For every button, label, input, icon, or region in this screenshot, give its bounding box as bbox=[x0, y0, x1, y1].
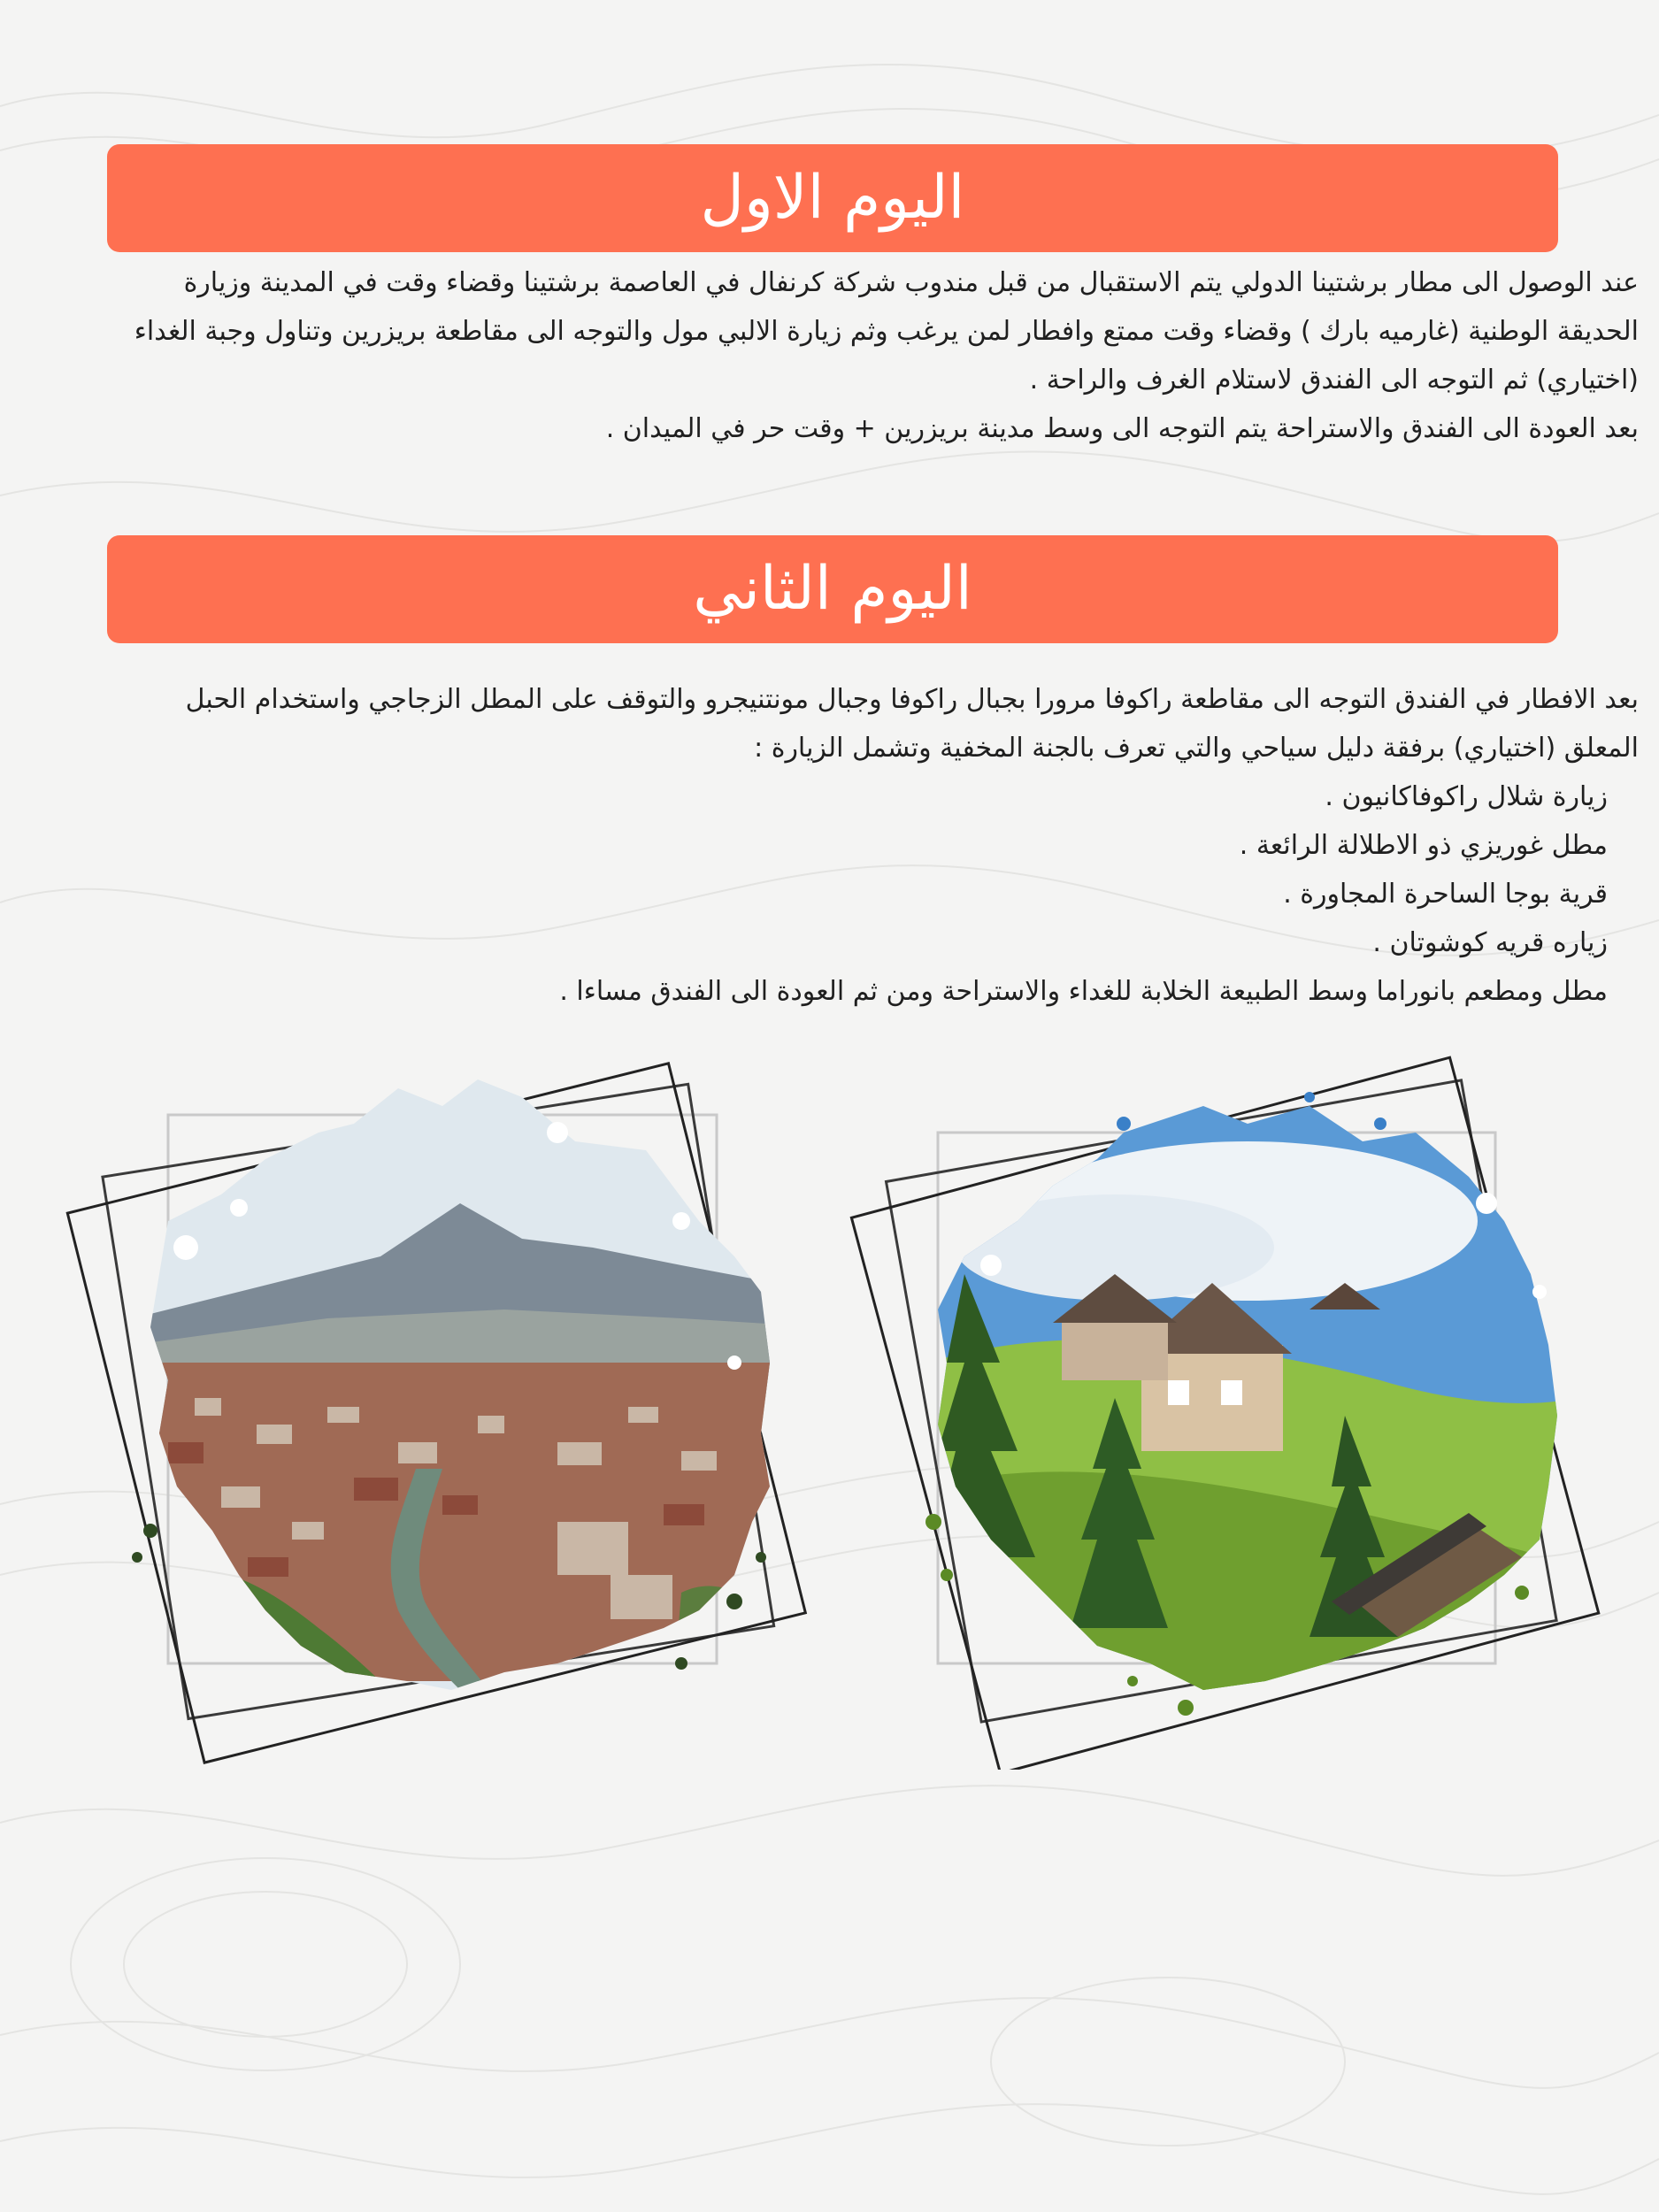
rugova-village-photo bbox=[849, 1026, 1619, 1770]
prizren-city-photo bbox=[62, 1026, 858, 1770]
day-two-banner bbox=[107, 535, 1558, 643]
day-one-title: اليوم الاول bbox=[700, 163, 965, 233]
itinerary-item: زيارة شلال راكوفاكانيون . bbox=[1325, 781, 1608, 812]
day-one-line: الحديقة الوطنية (غارميه بارك ) وقضاء وقت ممتع وافطار لمن يرغب وثم زيارة الالبي مول والتوجه الى مقاطعة بريزرين وتناول وجبة الغداء bbox=[134, 316, 1639, 347]
itinerary-item: مطل غوريزي ذو الاطلالة الرائعة . bbox=[1239, 830, 1608, 861]
day-one-line: (اختياري) ثم التوجه الى الفندق لاستلام الغرف والراحة . bbox=[1029, 365, 1639, 396]
itinerary-item: مطل ومطعم بانوراما وسط الطبيعة الخلابة للغداء والاستراحة ومن ثم العودة الى الفندق مساءا . bbox=[559, 976, 1608, 1007]
itinerary-item: زياره قريه كوشوتان . bbox=[1372, 927, 1608, 958]
day-two-description bbox=[46, 675, 1639, 1016]
day-one-banner bbox=[107, 144, 1558, 252]
day-one-description bbox=[46, 258, 1639, 453]
itinerary-item: قرية بوجا الساحرة المجاورة . bbox=[1283, 879, 1608, 910]
day-two-intro-line: بعد الافطار في الفندق التوجه الى مقاطعة راكوفا مرورا بجبال راكوفا وجبال مونتنيجرو والتوقف على المطل الزجاجي واستخدام الحبل bbox=[185, 684, 1639, 715]
day-one-line: عند الوصول الى مطار برشتينا الدولي يتم الاستقبال من قبل مندوب شركة كرنفال في العاصمة برشتينا وقضاء وقت في المدينة وزيارة bbox=[183, 267, 1639, 298]
day-one-line: بعد العودة الى الفندق والاستراحة يتم التوجه الى وسط مدينة بريزرين + وقت حر في الميدان . bbox=[605, 413, 1639, 444]
day-two-title: اليوم الثاني bbox=[693, 554, 972, 624]
day-two-intro-line: المعلق (اختياري) برفقة دليل سياحي والتي تعرف بالجنة المخفية وتشمل الزيارة : bbox=[754, 733, 1639, 764]
